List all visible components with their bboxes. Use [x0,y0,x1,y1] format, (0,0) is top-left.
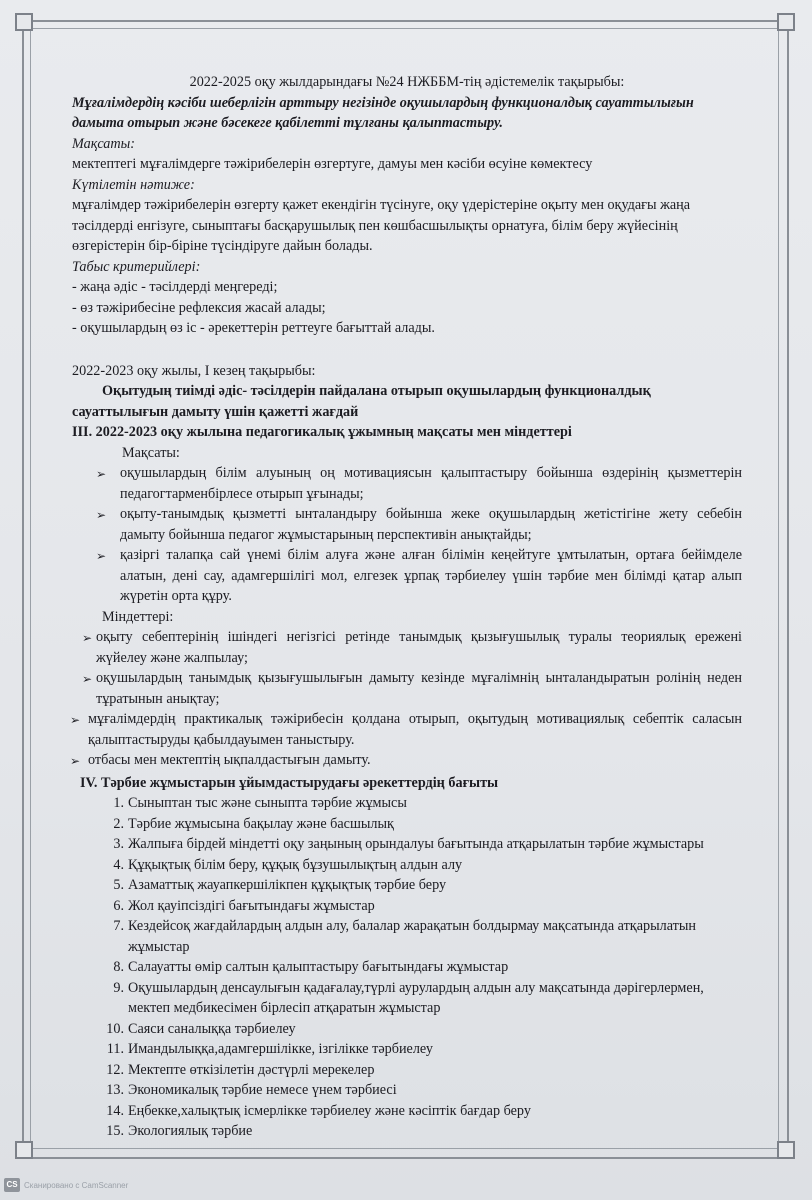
list-item: ➢ қазіргі талапқа сай үнемі білім алуға және алған білімін кеңейтуге ұмтылатын, ортаға бейімделе алатын, дені сау, адамгершілігі мол, елгезек ұрпақ тәрбиелеу үшін тәрбие мен білімді қатар алып жүретін орта құру. [96,547,742,604]
expected-result-label: Күтілетін нәтиже: [72,176,195,193]
corner-ornament [15,13,33,31]
list-item: ➢ оқыту себептерінің ішіндегі негізгісі ретінде танымдық қызығушылық туралы теориялық ережені жүйелеу және жалпылау; [82,629,742,666]
methodical-theme: Мұғалімдердің кәсіби шеберлігін арттыру негізінде оқушылардың функционалдық сауаттылығын дамыта отырып және бәсекеге қабілетті тұлғаны қалыптастыру. [72,94,694,131]
section-3-goal-label: Мақсаты: [122,444,180,461]
section-4-title: IV. Тәрбие жұмыстарын ұйымдастырудағы әрекеттердің бағыты [80,774,499,791]
stage-theme: Оқытудың тиімді әдіс- тәсілдерін пайдалана отырып оқушылардың функционалдық сауаттылығын дамыту үшін қажетті жағдай [72,383,651,420]
list-item: 6. Жол қауіпсіздігі бағытындағы жұмыстар [113,897,375,914]
list-item: 10. Саяси саналыққа тәрбиелеу [106,1020,296,1037]
list-item: 3. Жалпыға бірдей міндетті оқу заңының орындалуы бағытында атқарылатын тәрбие жұмыстары [113,836,704,852]
list-item: ➢ отбасы мен мектептің ықпалдастығын дамыту. [72,750,742,771]
list-item: 9. Оқушылардың денсаулығын қадағалау,түрлі аурулардың алдын алу мақсатында дәрігерлермен, мектеп медбикесімен бірлесіп атқаратын жұмыстар [113,979,704,1016]
list-item: 13. Экономикалық тәрбие немесе үнем тәрбиесі [106,1082,397,1098]
list-item: 15. Экологиялық тәрбие [106,1123,253,1139]
section-3-tasks-list [72,627,742,709]
list-item: 11. Имандылыққа,адамгершілікке, ізгілікке тәрбиелеу [106,1041,433,1057]
list-item: 7. Кездейсоқ жағдайлардың алдын алу, балалар жарақатын болдырмау мақсатында атқарылатын жұмыстар [113,918,696,955]
arrow-bullet-icon: ➢ [82,672,93,686]
list-item: 8. Салауатты өмір салтын қалыптастыру бағытындағы жұмыстар [113,959,509,975]
section-3-title: ІІІ. 2022-2023 оқу жылына педагогикалық ұжымның мақсаты мен міндеттері [72,424,572,440]
criteria-item: - жаңа әдіс - тәсілдерді меңгереді; [72,279,278,295]
arrow-bullet-icon: ➢ [96,549,107,563]
arrow-bullet-icon: ➢ [70,754,81,768]
goal-text: мектептегі мұғалімдерге тәжірибелерін өзгертуге, дамуы мен кәсіби өсуіне көмектесу [72,156,593,172]
corner-ornament [15,1141,33,1159]
success-criteria-label: Табыс критерийлері: [72,258,201,275]
list-item: ➢ оқыту-танымдық қызметті ынталандыру бойынша жеке оқушылардың жетістігіне жету себебін дамыту бойынша педагог жұмыстарының перспективін анықтайды; [96,506,742,543]
expected-result-text: мұғалімдер тәжірибелерін өзгерту қажет екендігін түсінуге, оқу үдерістеріне оқыту мен оқудағы жаңа тәсілдерді енгізуге, сыныптағы басқарушылық пен көшбасшылықты орнатуға, білім беру жүйесінің өзгерістерін бір-біріне түсіндіруге дайын болады. [72,197,691,254]
arrow-bullet-icon: ➢ [96,467,107,481]
section-3-tasks-label: Міндеттері: [102,608,174,625]
page-heading: 2022-2025 оқу жылдарындағы №24 НЖББМ-тің әдістемелік тақырыбы: [189,74,625,90]
section-4-list [72,793,742,1142]
arrow-bullet-icon: ➢ [70,713,81,727]
camscanner-logo-icon: CS [4,1178,20,1192]
section-3-tasks-list-continued [72,709,742,771]
scanner-watermark [4,1178,128,1192]
list-item: ➢ оқушылардың білім алуының оң мотивациясын қалыптастыру бойынша өздерінің қызметтерін педагогтарменбірлесе отырып ұғынады; [96,465,742,502]
list-item: 4. Құқықтық білім беру, құқық бұзушылықтың алдын алу [113,856,463,873]
arrow-bullet-icon: ➢ [96,508,107,522]
list-item: 5. Азаматтық жауапкершілікпен құқықтық тәрбие беру [113,877,447,893]
criteria-item: - оқушылардың өз іс - әрекеттерін реттеуге бағыттай алады. [72,320,435,336]
list-item: ➢ мұғалімдердің практикалық тәжірибесін қолдана отырып, оқытудың мотивациялық себептік саласын қалыптастыруды қабылдауымен таныстыру. [70,711,742,748]
section-3-goals-list [72,463,742,607]
criteria-item: - өз тәжірибесіне рефлексия жасай алады; [72,299,326,316]
goal-label: Мақсаты: [72,135,135,152]
corner-ornament [777,1141,795,1159]
list-item: 1. Сыныптан тыс және сыныпта тәрбие жұмысы [113,795,407,811]
arrow-bullet-icon: ➢ [82,631,93,645]
stage-line: 2022-2023 оқу жылы, І кезең тақырыбы: [72,362,316,379]
list-item: 2. Тәрбие жұмысына бақылау және басшылық [113,815,394,832]
corner-ornament [777,13,795,31]
document-body [72,72,742,1142]
list-item: ➢ оқушылардың танымдық қызығушылығын дамыту кезінде мұғалімнің ынталандыратын ролінің неден тұратынын анықтау; [82,670,742,707]
list-item: 14. Еңбекке,халықтық ісмерлікке тәрбиелеу және кәсіптік бағдар беру [106,1102,531,1119]
watermark-text: Сканировано с CamScanner [24,1180,129,1190]
list-item: 12. Мектепте өткізілетін дәстүрлі мерекелер [106,1061,375,1078]
